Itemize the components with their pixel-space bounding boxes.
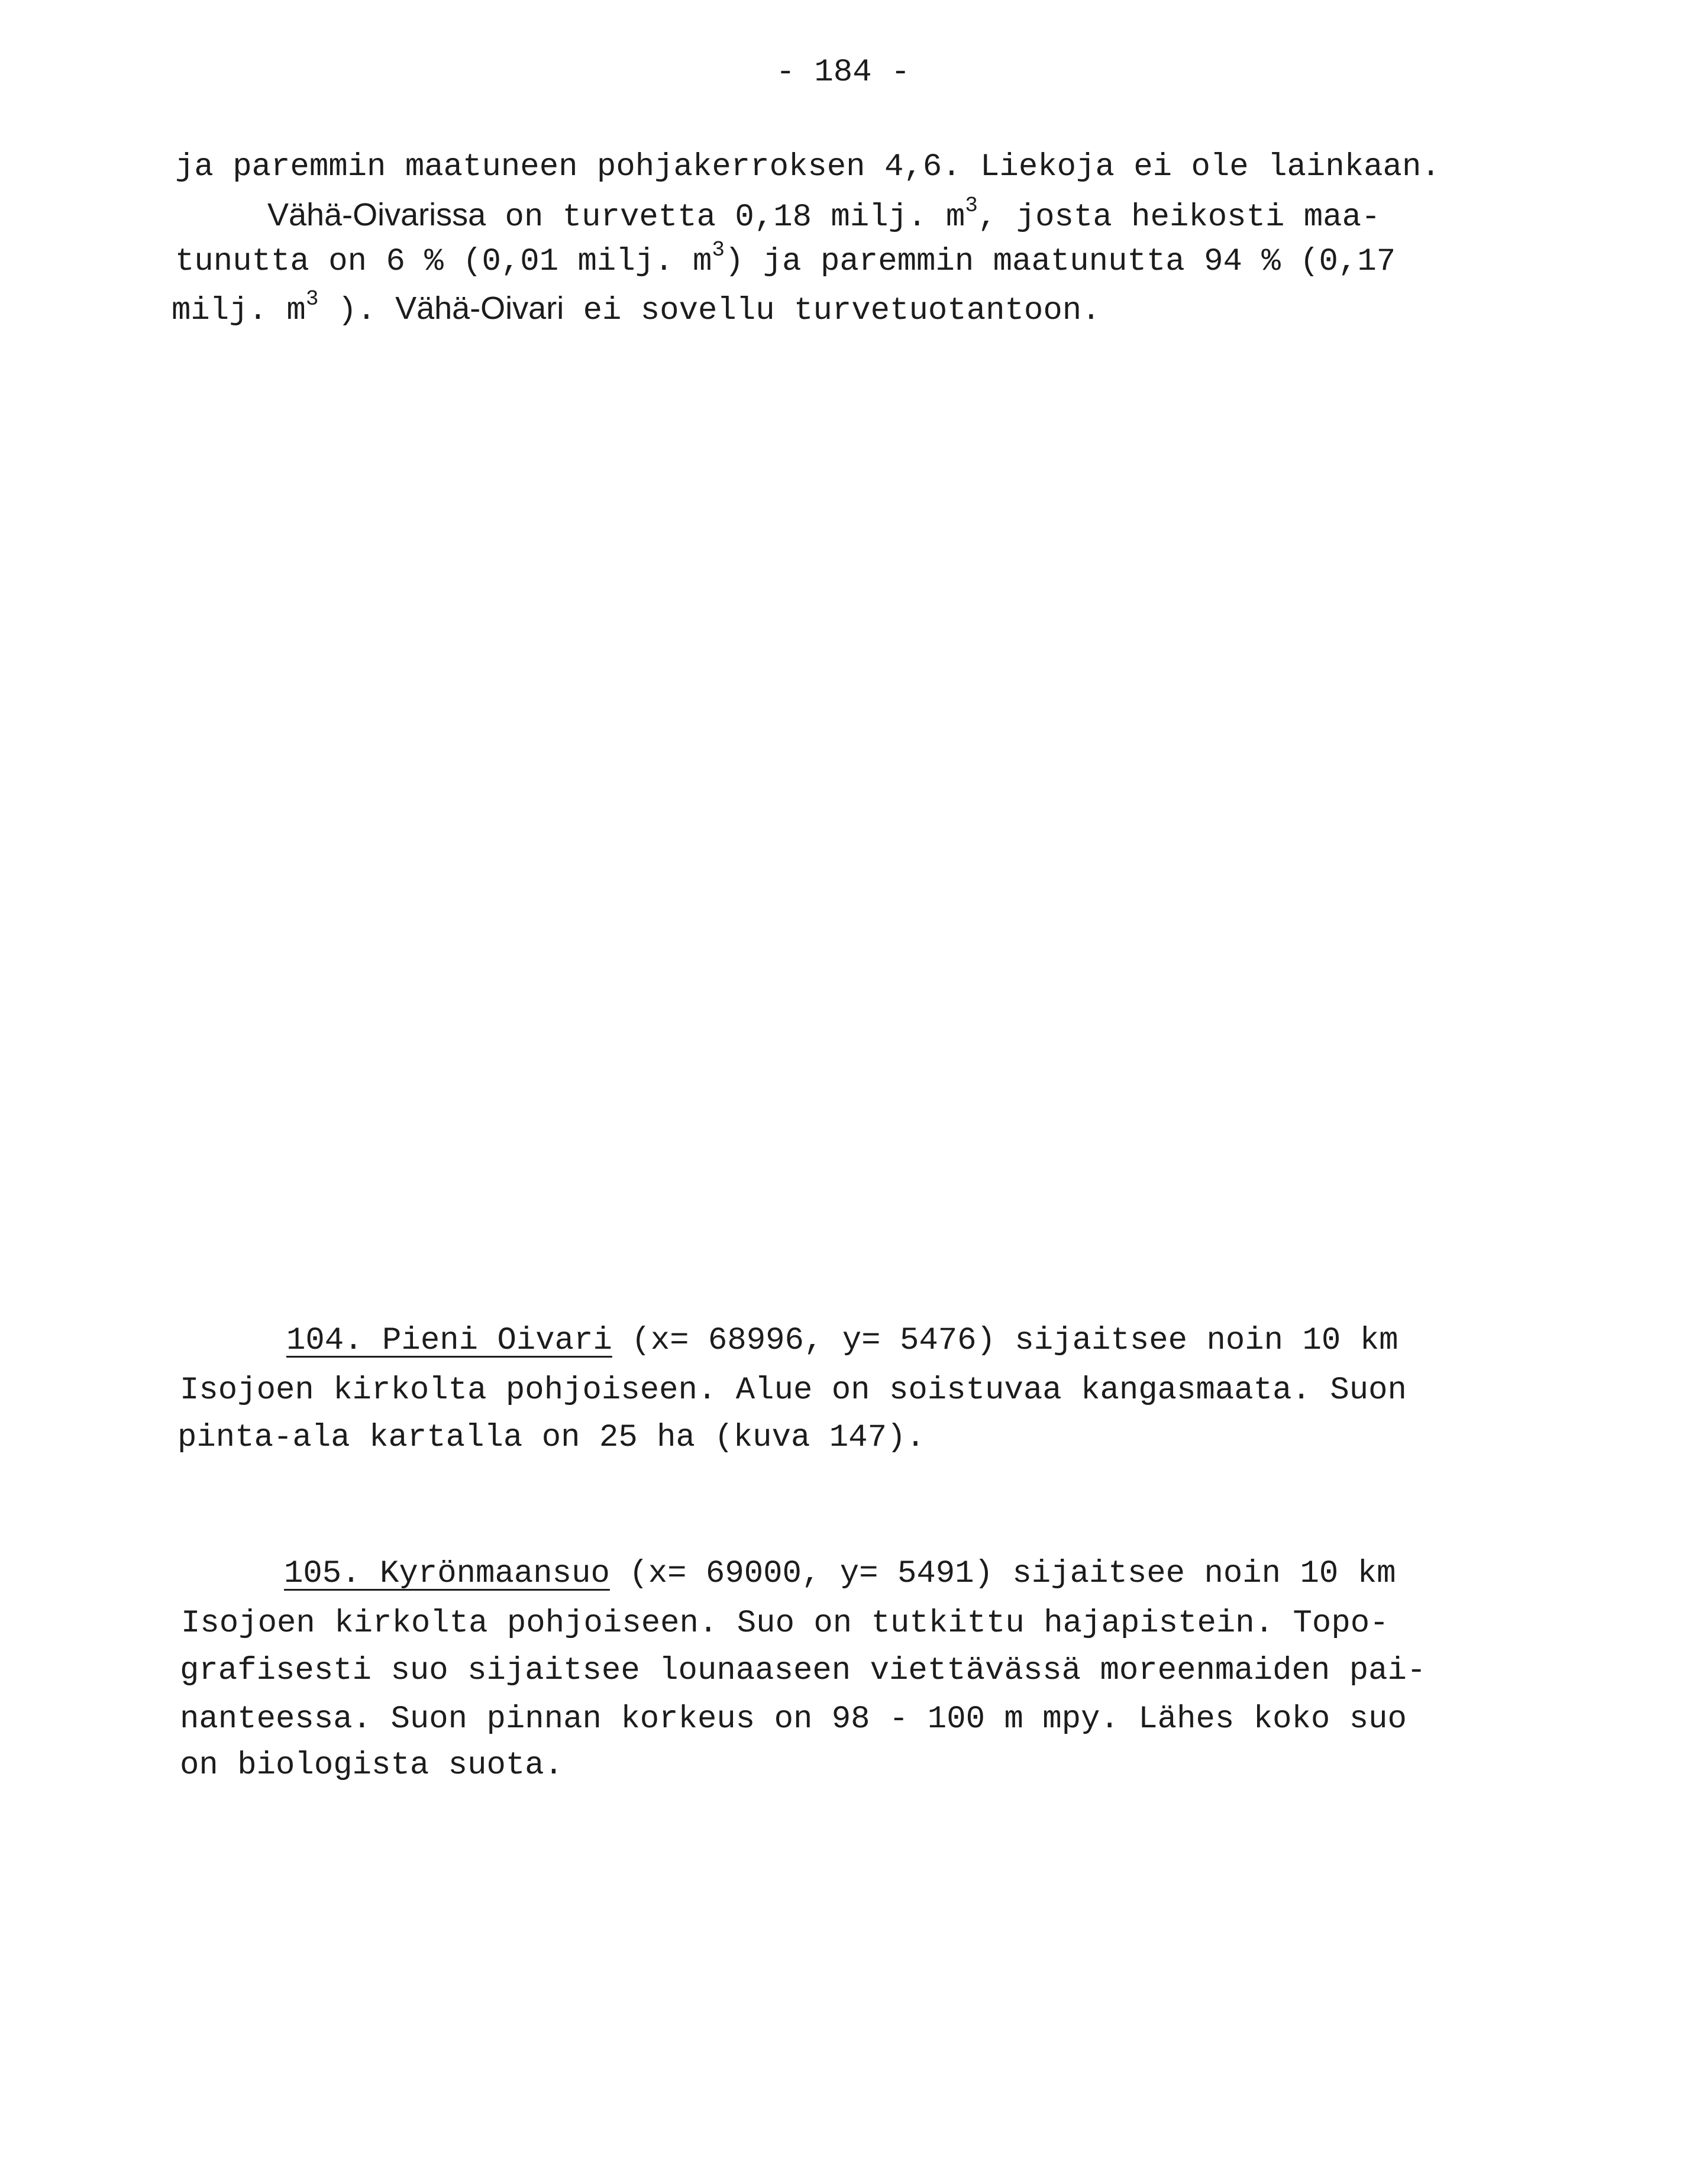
superscript: 3 (305, 287, 319, 311)
text-segment: , josta heikosti maa- (977, 199, 1381, 235)
text-segment: on turvetta 0,18 milj. m (486, 199, 965, 235)
text-segment: (x= 69000, y= 5491) sijaitsee noin 10 km (609, 1556, 1396, 1592)
text-segment: (x= 68996, y= 5476) sijaitsee noin 10 km (612, 1323, 1398, 1359)
paragraph-line (175, 238, 1396, 283)
text-segment: ). (318, 293, 396, 329)
section-105-line: grafisesti suo sijaitsee lounaaseen viettävässä moreenmaiden pai- (180, 1653, 1426, 1689)
paragraph-line (172, 287, 1101, 332)
superscript: 3 (712, 238, 725, 262)
place-name: Vähä-Oivari (395, 290, 564, 326)
section-heading-105: 105. Kyrönmaansuo (284, 1556, 610, 1592)
place-name: Vähä-Oivarissa (267, 197, 486, 232)
section-104-line (286, 1320, 1398, 1362)
section-105-line: on biologista suota. (180, 1747, 564, 1784)
text-segment: ) ja paremmin maatunutta 94 % (0,17 (724, 244, 1396, 280)
section-105-line: nanteessa. Suon pinnan korkeus on 98 - 100 m mpy. Lähes koko suo (180, 1701, 1407, 1737)
paragraph-line: ja paremmin maatuneen pohjakerroksen 4,6. Liekoja ei ole lainkaan. (175, 149, 1440, 185)
text-segment: milj. m (172, 293, 306, 329)
section-104-line: pinta-ala kartalla on 25 ha (kuva 147). (177, 1420, 925, 1456)
paragraph-line (267, 194, 1380, 238)
text-segment: ei sovellu turvetuotantoon. (564, 293, 1101, 329)
section-104-line: Isojoen kirkolta pohjoiseen. Alue on soistuvaa kangasmaata. Suon (180, 1372, 1407, 1408)
superscript: 3 (965, 193, 978, 218)
section-105-line (284, 1553, 1396, 1595)
section-105-line: Isojoen kirkolta pohjoiseen. Suo on tutkittu hajapistein. Topo- (181, 1605, 1389, 1642)
section-heading-104: 104. Pieni Oivari (286, 1323, 612, 1359)
page-number: - 184 - (776, 54, 910, 91)
text-segment: tunutta on 6 % (0,01 milj. m (175, 244, 712, 280)
